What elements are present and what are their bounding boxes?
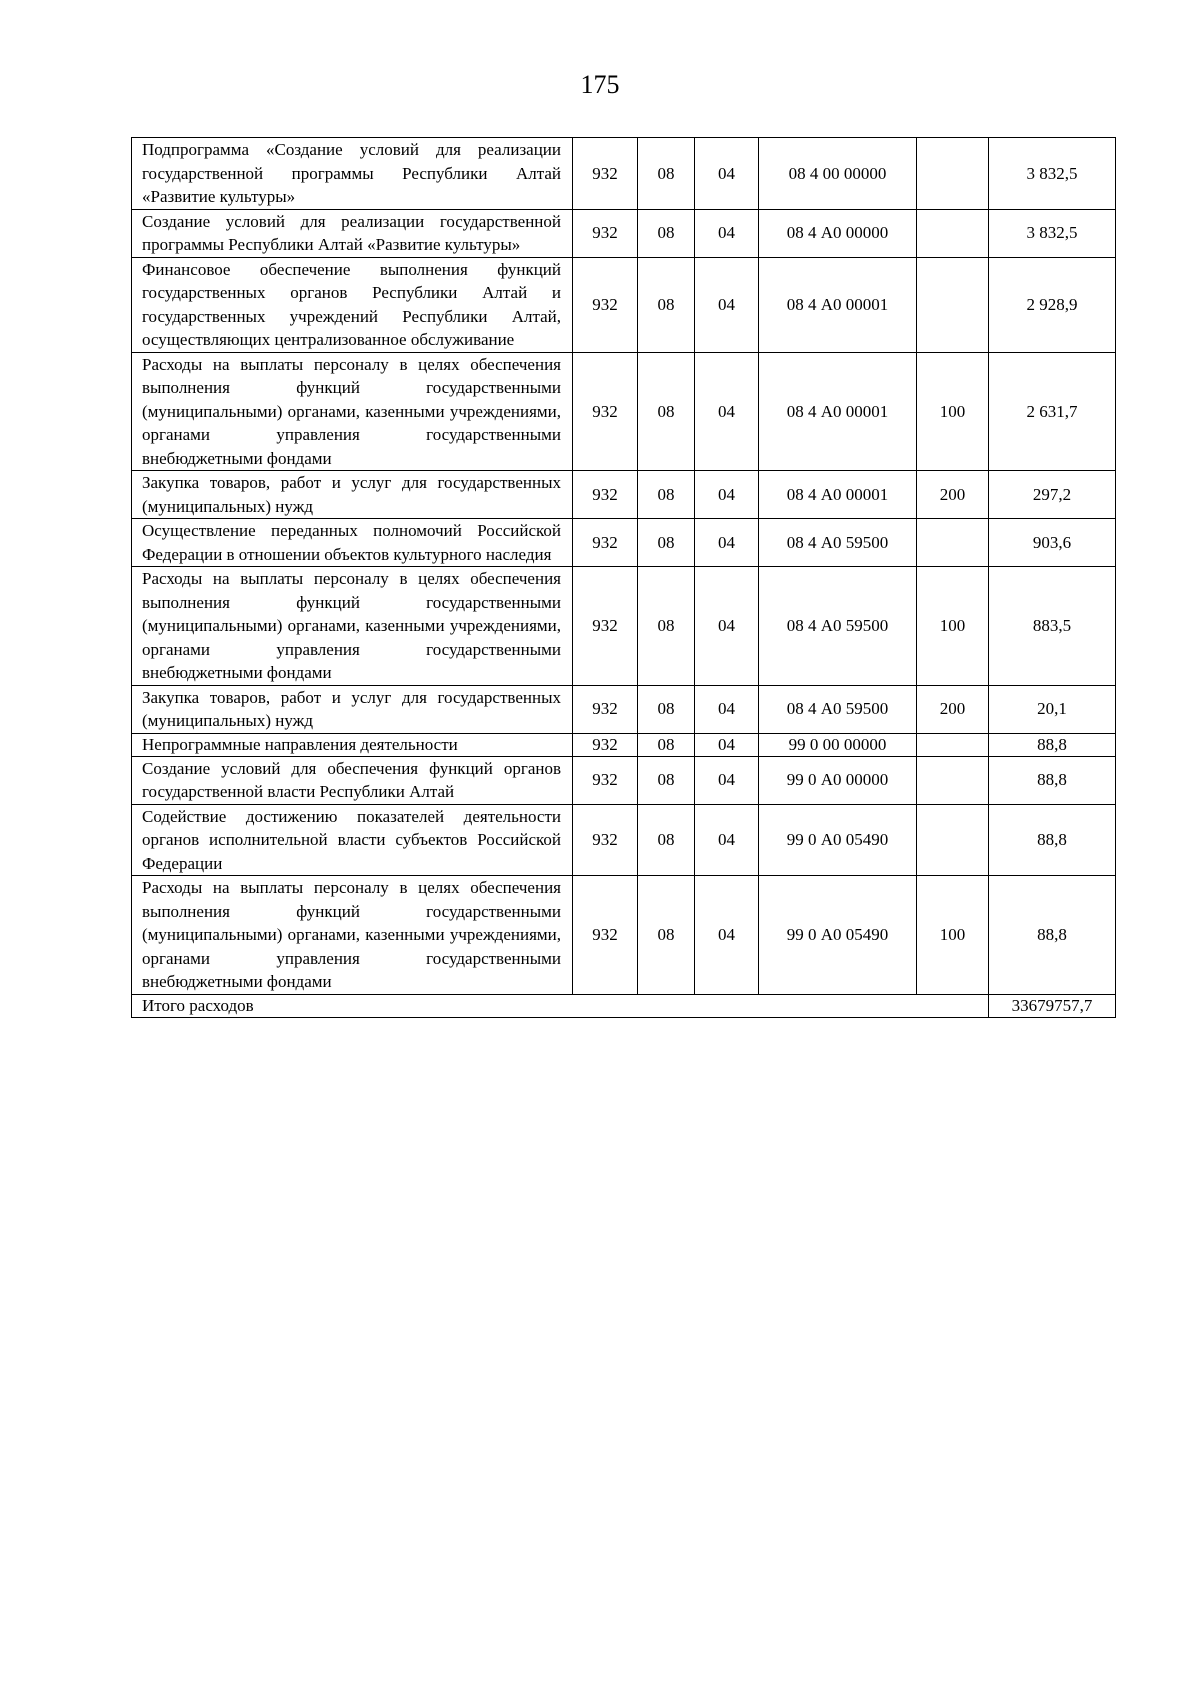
amount: 297,2	[989, 471, 1116, 519]
amount: 88,8	[989, 804, 1116, 876]
line-item-name: Осуществление переданных полномочий Российской Федерации в отношении объектов культурного наследия	[132, 519, 573, 567]
amount: 2 928,9	[989, 257, 1116, 352]
page-number: 175	[580, 70, 620, 99]
line-item-name: Создание условий для обеспечения функций органов государственной власти Республики Алтай	[132, 756, 573, 804]
subsection-code: 04	[695, 519, 759, 567]
line-item-name: Финансовое обеспечение выполнения функций государственных органов Республики Алтай и государственных учреждений Республики Алтай, осуществляющих централизованное обслуживание	[132, 257, 573, 352]
section-code: 08	[638, 567, 695, 686]
target-article-code: 99 0 00 00000	[759, 733, 917, 756]
subsection-code: 04	[695, 756, 759, 804]
budget-table	[131, 137, 1116, 1018]
line-item-name: Закупка товаров, работ и услуг для государственных (муниципальных) нужд	[132, 471, 573, 519]
target-article-code: 08 4 А0 00001	[759, 257, 917, 352]
total-row	[132, 994, 1116, 1017]
table-row	[132, 352, 1116, 471]
table-row	[132, 257, 1116, 352]
line-item-name: Расходы на выплаты персоналу в целях обеспечения выполнения функций государственными (муниципальными) органами, казенными учреждениями, органами управления государственными внебюджетными фондами	[132, 567, 573, 686]
ministry-code: 932	[573, 756, 638, 804]
subsection-code: 04	[695, 876, 759, 995]
section-code: 08	[638, 804, 695, 876]
subsection-code: 04	[695, 138, 759, 210]
table-row	[132, 519, 1116, 567]
ministry-code: 932	[573, 209, 638, 257]
section-code: 08	[638, 519, 695, 567]
ministry-code: 932	[573, 519, 638, 567]
subsection-code: 04	[695, 352, 759, 471]
target-article-code: 08 4 А0 00001	[759, 352, 917, 471]
expense-type-code	[917, 138, 989, 210]
subsection-code: 04	[695, 567, 759, 686]
expense-type-code: 100	[917, 352, 989, 471]
table-row	[132, 138, 1116, 210]
expense-type-code: 200	[917, 471, 989, 519]
target-article-code: 08 4 А0 59500	[759, 685, 917, 733]
amount: 20,1	[989, 685, 1116, 733]
amount: 88,8	[989, 876, 1116, 995]
amount: 3 832,5	[989, 138, 1116, 210]
expense-type-code	[917, 209, 989, 257]
section-code: 08	[638, 756, 695, 804]
section-code: 08	[638, 257, 695, 352]
line-item-name: Расходы на выплаты персоналу в целях обеспечения выполнения функций государственными (муниципальными) органами, казенными учреждениями, органами управления государственными внебюджетными фондами	[132, 876, 573, 995]
table-row	[132, 804, 1116, 876]
ministry-code: 932	[573, 352, 638, 471]
target-article-code: 99 0 А0 00000	[759, 756, 917, 804]
target-article-code: 08 4 А0 59500	[759, 567, 917, 686]
ministry-code: 932	[573, 138, 638, 210]
line-item-name: Непрограммные направления деятельности	[132, 733, 573, 756]
section-code: 08	[638, 685, 695, 733]
line-item-name: Создание условий для реализации государственной программы Республики Алтай «Развитие культуры»	[132, 209, 573, 257]
ministry-code: 932	[573, 471, 638, 519]
table-row	[132, 756, 1116, 804]
line-item-name: Расходы на выплаты персоналу в целях обеспечения выполнения функций государственными (муниципальными) органами, казенными учреждениями, органами управления государственными внебюджетными фондами	[132, 352, 573, 471]
subsection-code: 04	[695, 471, 759, 519]
budget-table-body	[132, 138, 1116, 995]
table-row	[132, 209, 1116, 257]
line-item-name: Закупка товаров, работ и услуг для государственных (муниципальных) нужд	[132, 685, 573, 733]
expense-type-code: 100	[917, 876, 989, 995]
amount: 88,8	[989, 756, 1116, 804]
target-article-code: 08 4 00 00000	[759, 138, 917, 210]
amount: 3 832,5	[989, 209, 1116, 257]
amount: 903,6	[989, 519, 1116, 567]
target-article-code: 08 4 А0 59500	[759, 519, 917, 567]
ministry-code: 932	[573, 257, 638, 352]
target-article-code: 99 0 А0 05490	[759, 804, 917, 876]
ministry-code: 932	[573, 804, 638, 876]
section-code: 08	[638, 471, 695, 519]
ministry-code: 932	[573, 733, 638, 756]
target-article-code: 99 0 А0 05490	[759, 876, 917, 995]
target-article-code: 08 4 А0 00000	[759, 209, 917, 257]
subsection-code: 04	[695, 257, 759, 352]
subsection-code: 04	[695, 733, 759, 756]
expense-type-code	[917, 733, 989, 756]
ministry-code: 932	[573, 876, 638, 995]
expense-type-code	[917, 257, 989, 352]
line-item-name: Подпрограмма «Создание условий для реализации государственной программы Республики Алтай «Развитие культуры»	[132, 138, 573, 210]
amount: 883,5	[989, 567, 1116, 686]
expense-type-code	[917, 519, 989, 567]
table-row	[132, 685, 1116, 733]
amount: 2 631,7	[989, 352, 1116, 471]
table-row	[132, 876, 1116, 995]
subsection-code: 04	[695, 209, 759, 257]
total-label: Итого расходов	[132, 994, 989, 1017]
expense-type-code: 200	[917, 685, 989, 733]
table-row	[132, 733, 1116, 756]
expense-type-code	[917, 756, 989, 804]
section-code: 08	[638, 138, 695, 210]
section-code: 08	[638, 352, 695, 471]
expense-type-code: 100	[917, 567, 989, 686]
amount: 88,8	[989, 733, 1116, 756]
subsection-code: 04	[695, 685, 759, 733]
line-item-name: Содействие достижению показателей деятельности органов исполнительной власти субъектов Российской Федерации	[132, 804, 573, 876]
subsection-code: 04	[695, 804, 759, 876]
section-code: 08	[638, 209, 695, 257]
section-code: 08	[638, 733, 695, 756]
target-article-code: 08 4 А0 00001	[759, 471, 917, 519]
table-row	[132, 471, 1116, 519]
table-row	[132, 567, 1116, 686]
ministry-code: 932	[573, 685, 638, 733]
expense-type-code	[917, 804, 989, 876]
total-value: 33679757,7	[989, 994, 1116, 1017]
ministry-code: 932	[573, 567, 638, 686]
section-code: 08	[638, 876, 695, 995]
